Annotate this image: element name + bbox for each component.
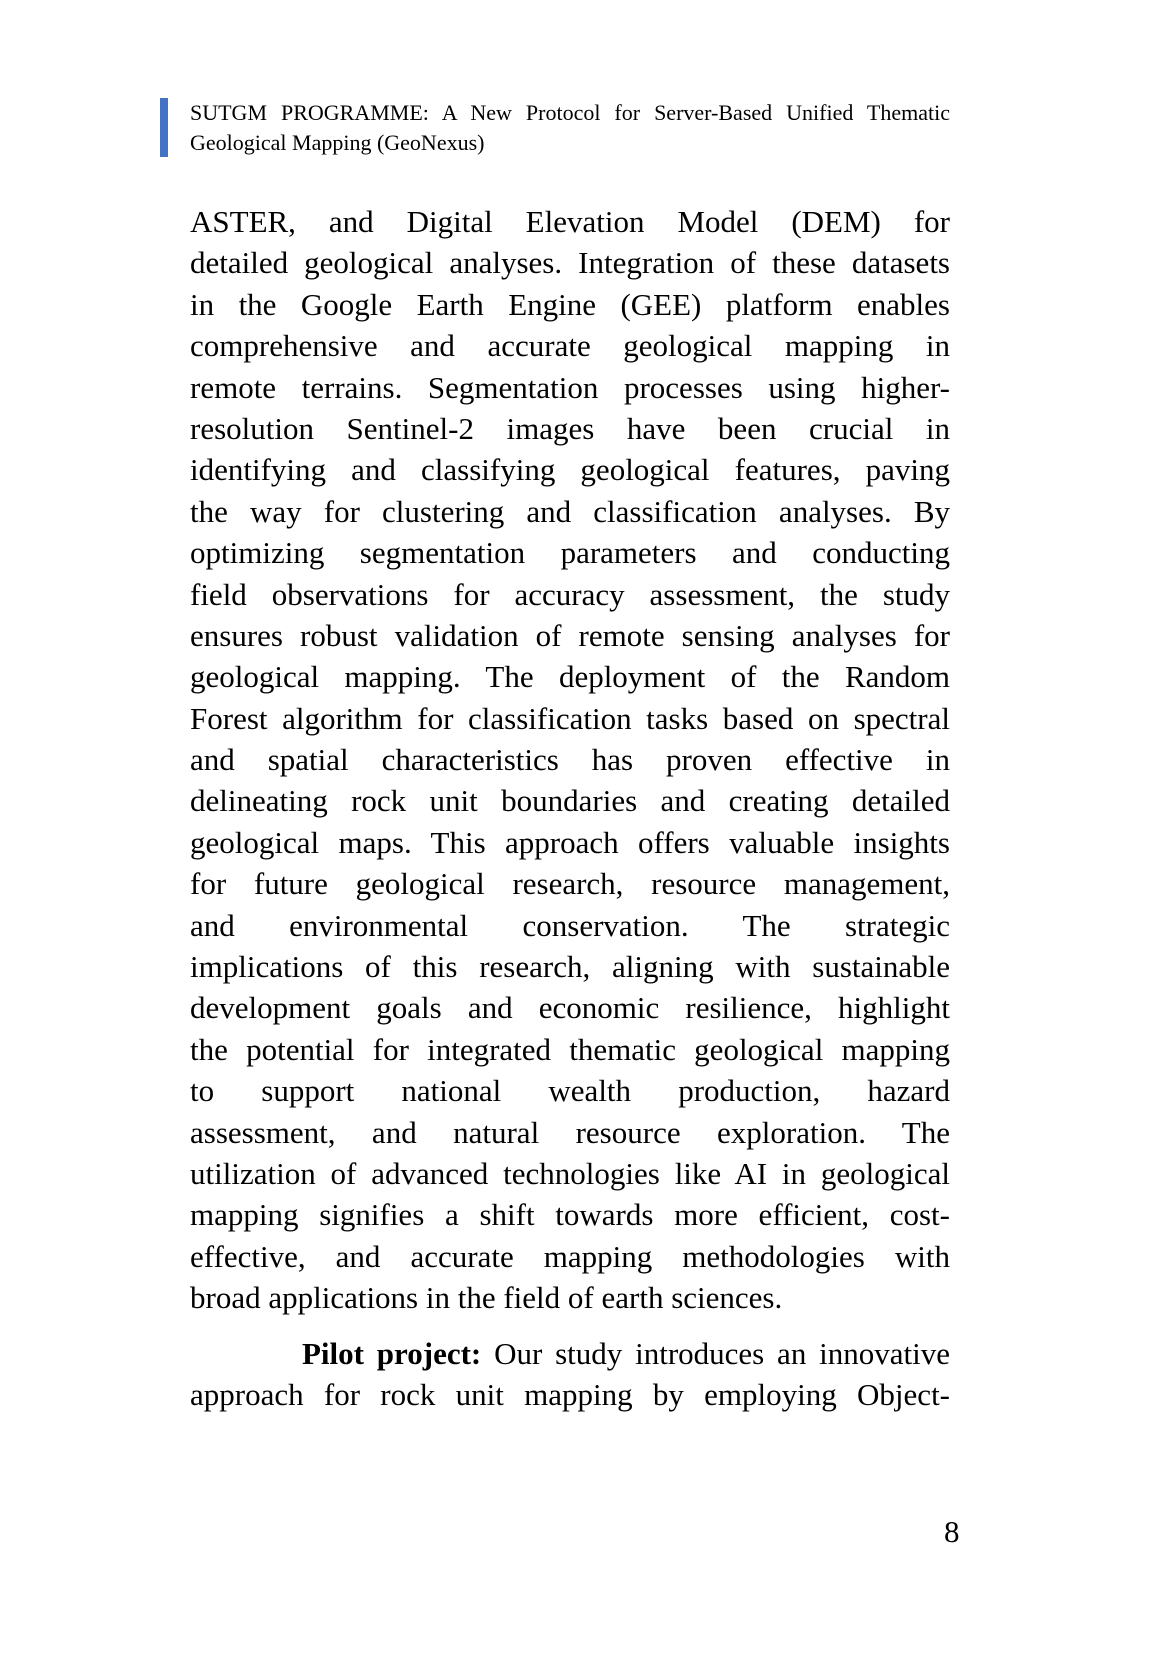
text-line: resolution Sentinel-2 images have been crucial in <box>190 410 950 446</box>
text-line: mapping signifies a shift towards more efficient, cost- <box>190 1197 950 1233</box>
text-line: development goals and economic resilience, highlight <box>190 990 950 1026</box>
text-line: and environmental conservation. The strategic <box>190 907 950 943</box>
text-line: in the Google Earth Engine (GEE) platform enables <box>190 286 950 322</box>
text-line: broad applications in the field of earth sciences. <box>190 1280 783 1316</box>
pilot-project-bold-label: Pilot project: <box>302 1336 482 1371</box>
text-line: effective, and accurate mapping methodologies with <box>190 1238 950 1274</box>
text-line: geological mapping. The deployment of the Random <box>190 659 950 695</box>
text-line: the potential for integrated thematic geological mapping <box>190 1031 950 1067</box>
text-line: ASTER, and Digital Elevation Model (DEM) for <box>190 204 950 239</box>
page-number: 8 <box>944 1514 960 1549</box>
text-line: to support national wealth production, hazard <box>190 1073 950 1109</box>
text-line: for future geological research, resource management, <box>190 866 950 902</box>
body-paragraph-2 <box>190 1333 950 1416</box>
text-line: Forest algorithm for classification tasks based on spectral <box>190 700 950 736</box>
text-line: optimizing segmentation parameters and conducting <box>190 535 950 571</box>
text-line: implications of this research, aligning with sustainable <box>190 949 950 985</box>
text-line: geological maps. This approach offers valuable insights <box>190 824 950 860</box>
pilot-project-line-rest: Our study introduces an innovative <box>481 1336 950 1371</box>
header-title-line-1: SUTGM PROGRAMME: A New Protocol for Server-Based Unified Thematic <box>190 100 950 125</box>
header-accent-bar <box>160 98 168 157</box>
body-paragraph-1 <box>190 201 950 1319</box>
text-line: remote terrains. Segmentation processes using higher- <box>190 369 950 405</box>
text-line: ensures robust validation of remote sensing analyses for <box>190 617 950 653</box>
text-line: detailed geological analyses. Integration of these datasets <box>190 245 950 281</box>
text-line: comprehensive and accurate geological mapping in <box>190 328 950 364</box>
text-line: utilization of advanced technologies like AI in geological <box>190 1155 950 1191</box>
text-line: assessment, and natural resource exploration. The <box>190 1114 950 1150</box>
text-line: delineating rock unit boundaries and creating detailed <box>190 783 950 819</box>
page-header <box>190 98 950 158</box>
text-line: the way for clustering and classification analyses. By <box>190 493 950 529</box>
text-line <box>190 1333 950 1374</box>
text-line: and spatial characteristics has proven effective in <box>190 742 950 778</box>
text-line: identifying and classifying geological features, paving <box>190 452 950 488</box>
text-line: approach for rock unit mapping by employing Object- <box>190 1377 950 1413</box>
text-line: field observations for accuracy assessment, the study <box>190 576 950 612</box>
header-title-line-2: Geological Mapping (GeoNexus) <box>190 130 485 155</box>
